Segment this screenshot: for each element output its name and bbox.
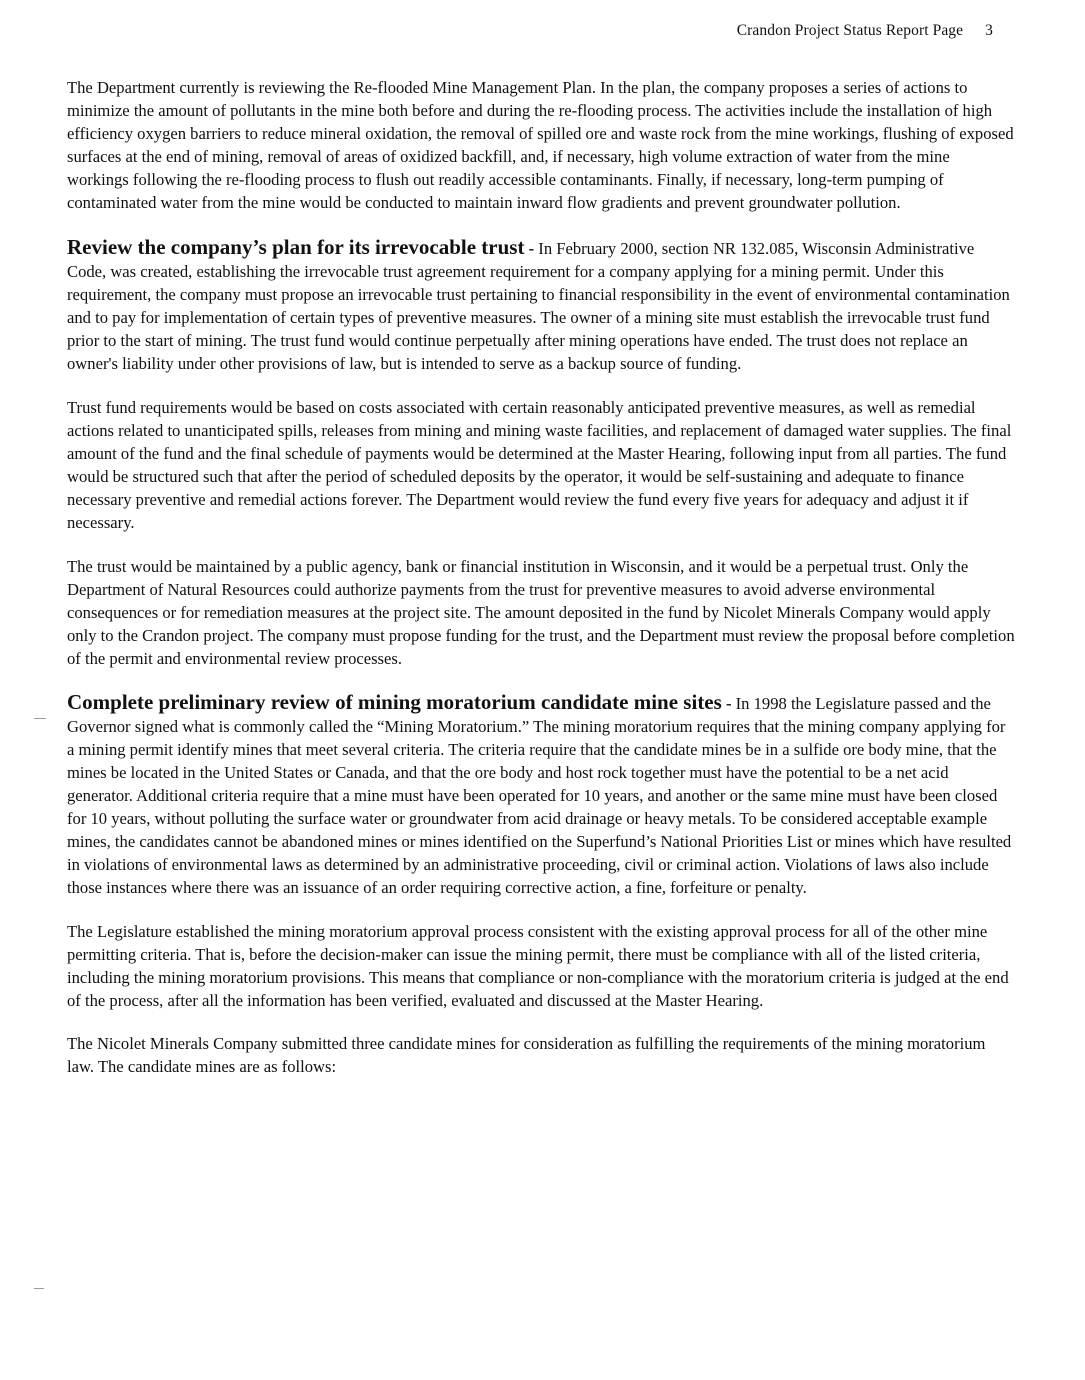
section-heading-mining-moratorium: Complete preliminary review of mining moratorium candidate mine sites <box>67 690 722 714</box>
scan-mark <box>34 1288 44 1289</box>
section-irrevocable-trust <box>67 236 1015 375</box>
page-header <box>737 22 993 40</box>
paragraph-irrevocable-trust: In February 2000, section NR 132.085, Wisconsin Administrative Code, was created, establishing the irrevocable trust agreement requirement for a company applying for a mining permit. Under this requirement, the company must propose an irrevocable trust pertaining to financial responsibility in the event of environmental contamination and to pay for implementation of certain types of preventive measures. The owner of a mining site must establish the irrevocable trust fund prior to the start of mining. The trust fund would continue perpetually after mining operations have ended. The trust does not replace an owner's liability under other provisions of law, but is intended to serve as a backup source of funding. <box>67 239 1010 373</box>
section-heading-irrevocable-trust: Review the company’s plan for its irrevocable trust <box>67 235 525 259</box>
page-number: 3 <box>985 22 993 39</box>
paragraph-reflooded-mine-plan: The Department currently is reviewing the Re-flooded Mine Management Plan. In the plan, the company proposes a series of actions to minimize the amount of pollutants in the mine both before and during the re-flooding process. The activities include the installation of high efficiency oxygen barriers to reduce mineral oxidation, the removal of spilled ore and waste rock from the mine workings, flushing of exposed surfaces at the end of mining, removal of areas of oxidized backfill, and, if necessary, high volume extraction of water from the mine workings following the re-flooding process to flush out readily accessible contaminants. Finally, if necessary, long-term pumping of contaminated water from the mine would be conducted to maintain inward flow gradients and prevent groundwater pollution. <box>67 78 1014 212</box>
scan-mark <box>34 718 46 719</box>
paragraph-mining-moratorium: In 1998 the Legislature passed and the Governor signed what is commonly called the “Mining Moratorium.” The mining moratorium requires that the mining company applying for a mining permit identify mines that meet several criteria. The criteria require that the candidate mines be in a sulfide ore body mine, that the mines be located in the United States or Canada, and that the ore body and host rock together must have the potential to be a net acid generator. Additional criteria require that a mine must have been operated for 10 years, and another or the same mine must have been closed for 10 years, without polluting the surface water or groundwater from acid drainage or heavy metals. To be considered acceptable example mines, the candidates cannot be abandoned mines or mines identified on the Superfund’s National Priorities List or mines which have resulted in violations of environmental laws as determined by an administrative proceeding, civil or criminal action. Violations of laws also include those instances where there was an issuance of an order requiring corrective action, a fine, forfeiture or penalty. <box>67 694 1012 897</box>
heading-separator: - <box>721 694 736 713</box>
paragraph-trust-maintenance: The trust would be maintained by a public agency, bank or financial institution in Wisconsin, and it would be a perpetual trust. Only the Department of Natural Resources could authorize payments from the trust for preventive measures to avoid adverse environmental consequences or for remediation measures at the project site. The amount deposited in the fund by Nicolet Minerals Company would apply only to the Crandon project. The company must propose funding for the trust, and the Department must review the proposal before completion of the permit and environmental review processes. <box>67 557 1015 668</box>
header-title: Crandon Project Status Report Page <box>736 22 964 39</box>
document-body <box>67 76 1015 1098</box>
section-mining-moratorium <box>67 691 1015 899</box>
heading-separator: - <box>524 239 539 258</box>
paragraph-trust-fund-requirements: Trust fund requirements would be based on costs associated with certain reasonably anticipated preventive measures, as well as remedial actions related to unanticipated spills, releases from mining and mining waste facilities, and replacement of damaged water supplies. The final amount of the fund and the final schedule of payments would be determined at the Master Hearing, following input from all parties. The fund would be structured such that after the period of scheduled deposits by the operator, it would be self-sustaining and adequate to finance necessary preventive and remedial actions forever. The Department would review the fund every five years for adequacy and adjust it if necessary. <box>67 398 1012 532</box>
paragraph-approval-process: The Legislature established the mining moratorium approval process consistent with the existing approval process for all of the other mine permitting criteria. That is, before the decision-maker can issue the mining permit, there must be compliance with all of the listed criteria, including the mining moratorium provisions. This means that compliance or non-compliance with the moratorium criteria is judged at the end of the process, after all the information has been verified, evaluated and discussed at the Master Hearing. <box>67 922 1009 1010</box>
paragraph-candidate-mines: The Nicolet Minerals Company submitted three candidate mines for consideration as fulfilling the requirements of the mining moratorium law. The candidate mines are as follows: <box>67 1034 986 1076</box>
